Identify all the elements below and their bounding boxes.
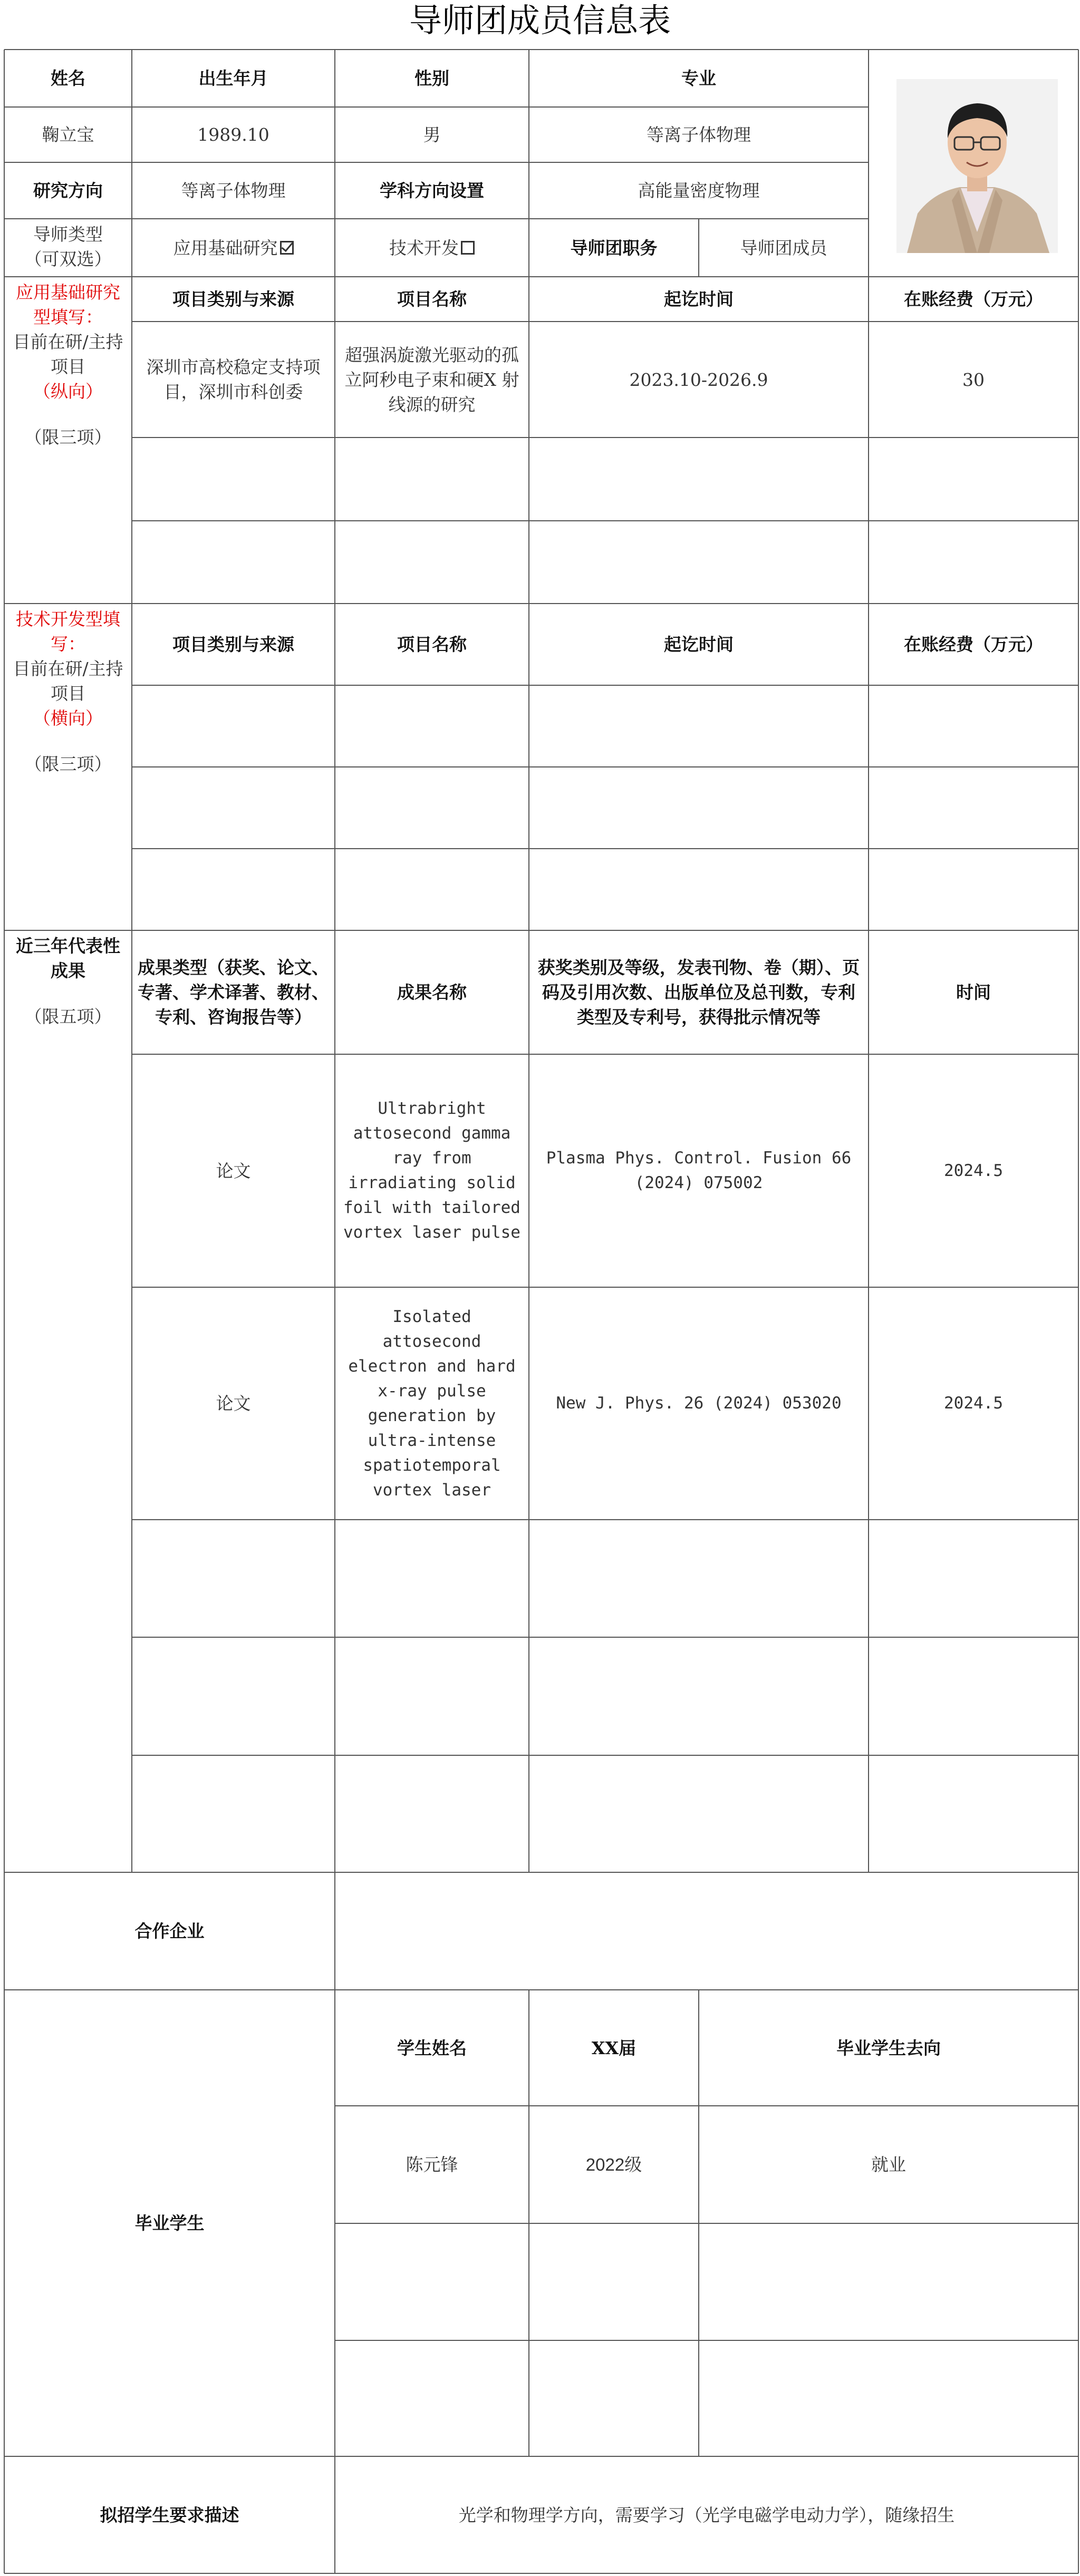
research-label: 研究方向: [33, 180, 103, 201]
vertical-row-2-col-0: [132, 521, 335, 604]
achievements-header-1: 成果名称: [397, 982, 467, 1003]
major-label: 专业: [681, 68, 716, 89]
achievement-row-3-col-2: [529, 1637, 869, 1755]
page-title: 导师团成员信息表: [409, 1, 671, 40]
vertical-limit: （限三项）: [24, 427, 112, 448]
recruit-label: 拟招学生要求描述: [100, 2504, 239, 2525]
achievement-row-4-col-3: [869, 1755, 1078, 1872]
discipline-label: 学科方向设置: [380, 180, 484, 201]
graduates-header-0: 学生姓名: [397, 2037, 467, 2058]
major-value: 等离子体物理: [647, 124, 751, 145]
type-option-basic-label: 应用基础研究: [173, 237, 278, 258]
achievement-row-1-col-3: 2024.5: [944, 1394, 1003, 1413]
graduates-header-2: 毕业学生去向: [836, 2037, 941, 2058]
horizontal-label-direction: （横向）: [33, 708, 103, 728]
unchecked-box-icon[interactable]: [461, 241, 475, 255]
achievement-row-0-col-2: Plasma Phys. Control. Fusion 66 (2024) 075002: [546, 1149, 852, 1192]
achievement-row-0-col-0: 论文: [216, 1160, 251, 1181]
horizontal-row-2-col-1: [335, 849, 529, 930]
role-label: 导师团职务: [570, 237, 658, 258]
vertical-row-0-col-3: 30: [962, 369, 985, 390]
horizontal-section-label: [4, 604, 132, 930]
cooperation-label: 合作企业: [134, 1921, 205, 1941]
graduate-row-2-col-2: [699, 2340, 1078, 2456]
horizontal-header-0: 项目类别与来源: [172, 634, 294, 655]
horizontal-row-2-col-3: [869, 849, 1078, 930]
horizontal-limit: （限三项）: [24, 754, 112, 774]
achievement-row-4-col-2: [529, 1755, 869, 1872]
achievement-row-0-col-1: Ultrabright attosecond gamma ray from irradiating solid foil with tailored vortex laser pulse: [343, 1099, 520, 1242]
achievement-row-3-col-0: [132, 1637, 335, 1755]
recruit-value: 光学和物理学方向，需要学习（光学电磁学电动力学），随缘招生: [458, 2504, 955, 2525]
vertical-label-text: 目前在研/主持项目: [13, 332, 123, 377]
role-value: 导师团成员: [740, 237, 827, 258]
type-option-basic: [132, 219, 335, 277]
achievements-header-2: 获奖类别及等级，发表刊物、卷（期）、页码及引用次数、出版单位及总刊数，专利类型及专利号，获得批示情况等: [537, 957, 860, 1027]
horizontal-header-3: 在账经费（万元）: [904, 634, 1043, 655]
discipline-value: 高能量密度物理: [638, 180, 760, 201]
name-value: 鞠立宝: [42, 124, 94, 145]
person-photo: [896, 79, 1058, 253]
horizontal-row-0-col-0: [132, 685, 335, 767]
achievements-label: 近三年代表性成果: [16, 936, 120, 981]
gender-value: 男: [423, 124, 441, 145]
horizontal-row-2-col-2: [529, 849, 869, 930]
checked-box-icon[interactable]: [280, 241, 294, 255]
graduates-header-1: XX届: [591, 2037, 637, 2058]
achievement-row-3-col-3: [869, 1637, 1078, 1755]
vertical-header-2: 起讫时间: [664, 289, 734, 309]
achievement-row-1-col-0: 论文: [216, 1393, 251, 1414]
horizontal-row-0-col-3: [869, 685, 1078, 767]
achievement-row-1-col-2: New J. Phys. 26 (2024) 053020: [556, 1394, 842, 1413]
vertical-label-direction: （纵向）: [33, 381, 103, 402]
horizontal-row-1-col-3: [869, 767, 1078, 849]
vertical-section-label: [4, 277, 132, 604]
horizontal-row-0-col-1: [335, 685, 529, 767]
tutor-type-label-line2: （可双选）: [24, 249, 112, 269]
achievements-limit: （限五项）: [24, 1006, 112, 1027]
achievement-row-0-col-3: 2024.5: [944, 1161, 1003, 1180]
horizontal-label-text: 目前在研/主持项目: [13, 658, 123, 704]
vertical-row-1-col-0: [132, 438, 335, 521]
horizontal-row-0-col-2: [529, 685, 869, 767]
graduates-label: 毕业学生: [134, 2213, 205, 2233]
horizontal-row-2-col-0: [132, 849, 335, 930]
birth-label: 出生年月: [198, 68, 268, 89]
gender-label: 性别: [414, 68, 449, 89]
horizontal-row-1-col-2: [529, 767, 869, 849]
achievement-row-4-col-1: [335, 1755, 529, 1872]
graduate-row-0-col-2: 就业: [871, 2155, 906, 2174]
horizontal-header-2: 起讫时间: [664, 634, 734, 655]
achievements-header-0: 成果类型（获奖、论文、专著、学术译著、教材、专利、咨询报告等）: [138, 957, 329, 1027]
graduate-row-1-col-1: [529, 2223, 699, 2340]
achievement-row-2-col-1: [335, 1520, 529, 1637]
vertical-row-0-col-2: 2023.10-2026.9: [629, 369, 768, 390]
graduate-row-0-col-1: 2022级: [585, 2155, 642, 2174]
vertical-header-3: 在账经费（万元）: [904, 289, 1043, 309]
tutor-type-label: [4, 219, 132, 277]
achievement-row-4-col-0: [132, 1755, 335, 1872]
type-option-tech: [335, 219, 529, 277]
achievements-header-3: 时间: [956, 982, 991, 1003]
birth-value: 1989.10: [197, 124, 269, 145]
vertical-row-1-col-3: [869, 438, 1078, 521]
vertical-row-2-col-3: [869, 521, 1078, 604]
horizontal-row-1-col-1: [335, 767, 529, 849]
type-option-tech-label: 技术开发: [389, 237, 459, 258]
research-value: 等离子体物理: [181, 180, 286, 201]
vertical-header-0: 项目类别与来源: [172, 289, 294, 309]
graduate-row-2-col-0: [335, 2340, 529, 2456]
vertical-row-1-col-1: [335, 438, 529, 521]
achievement-row-2-col-0: [132, 1520, 335, 1637]
horizontal-label-red: 技术开发型填写：: [16, 609, 120, 654]
achievement-row-2-col-3: [869, 1520, 1078, 1637]
achievement-row-2-col-2: [529, 1520, 869, 1637]
achievement-row-1-col-1: Isolated attosecond electron and hard x-ray pulse generation by ultra-intense spatiotemporal vortex laser: [348, 1307, 516, 1500]
vertical-row-0-col-1: 超强涡旋激光驱动的孤立阿秒电子束和硬X 射线源的研究: [344, 344, 519, 415]
tutor-type-label-line1: 导师类型: [33, 224, 103, 245]
vertical-row-2-col-2: [529, 521, 869, 604]
graduate-row-1-col-2: [699, 2223, 1078, 2340]
vertical-row-1-col-2: [529, 438, 869, 521]
cooperation-value: [335, 1872, 1078, 1990]
vertical-row-0-col-0: 深圳市高校稳定支持项目，深圳市科创委: [146, 357, 321, 402]
horizontal-row-1-col-0: [132, 767, 335, 849]
vertical-header-1: 项目名称: [397, 289, 467, 309]
vertical-label-red: 应用基础研究型填写：: [16, 282, 120, 327]
graduate-row-1-col-0: [335, 2223, 529, 2340]
graduate-row-0-col-0: 陈元锋: [406, 2155, 458, 2174]
achievements-section-label: [4, 930, 132, 1872]
name-label: 姓名: [51, 68, 85, 89]
graduate-row-2-col-1: [529, 2340, 699, 2456]
vertical-row-2-col-1: [335, 521, 529, 604]
horizontal-header-1: 项目名称: [397, 634, 467, 655]
achievement-row-3-col-1: [335, 1637, 529, 1755]
